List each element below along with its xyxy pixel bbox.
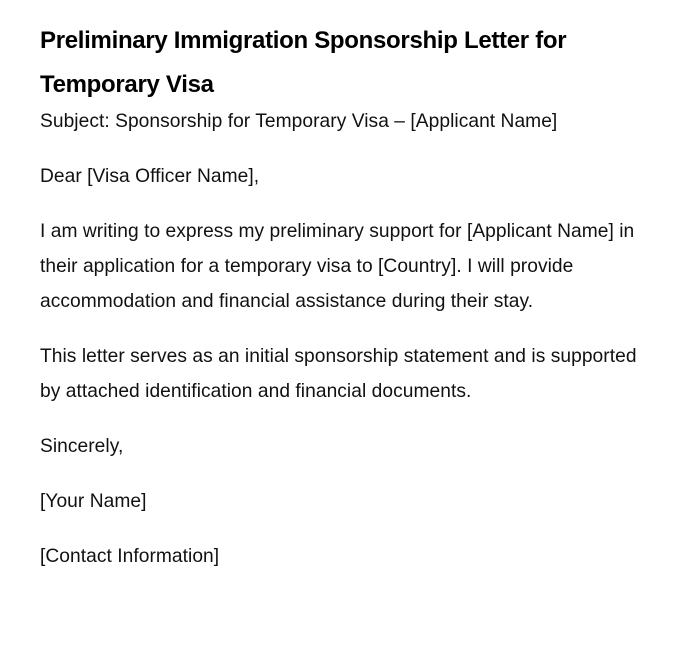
letter-subject: Subject: Sponsorship for Temporary Visa – [Applicant Name] xyxy=(40,111,558,132)
letter-body-paragraph: I am writing to express my preliminary support for [Applicant Name] in their application for a temporary visa to [Country]. I will provide accommodation and financial assistance during their stay. xyxy=(40,220,635,313)
letter-salutation: Dear [Visa Officer Name], xyxy=(40,165,260,187)
letter-body-paragraph: This letter serves as an initial sponsorship statement and is supported by attached identification and financial documents. xyxy=(40,345,637,403)
letter-signature-name: [Your Name] xyxy=(40,490,147,512)
letter-title: Preliminary Immigration Sponsorship Letter for Temporary Visa xyxy=(40,27,567,98)
letter-contact-info: [Contact Information] xyxy=(40,545,220,567)
letter-closing: Sincerely, xyxy=(40,436,124,458)
